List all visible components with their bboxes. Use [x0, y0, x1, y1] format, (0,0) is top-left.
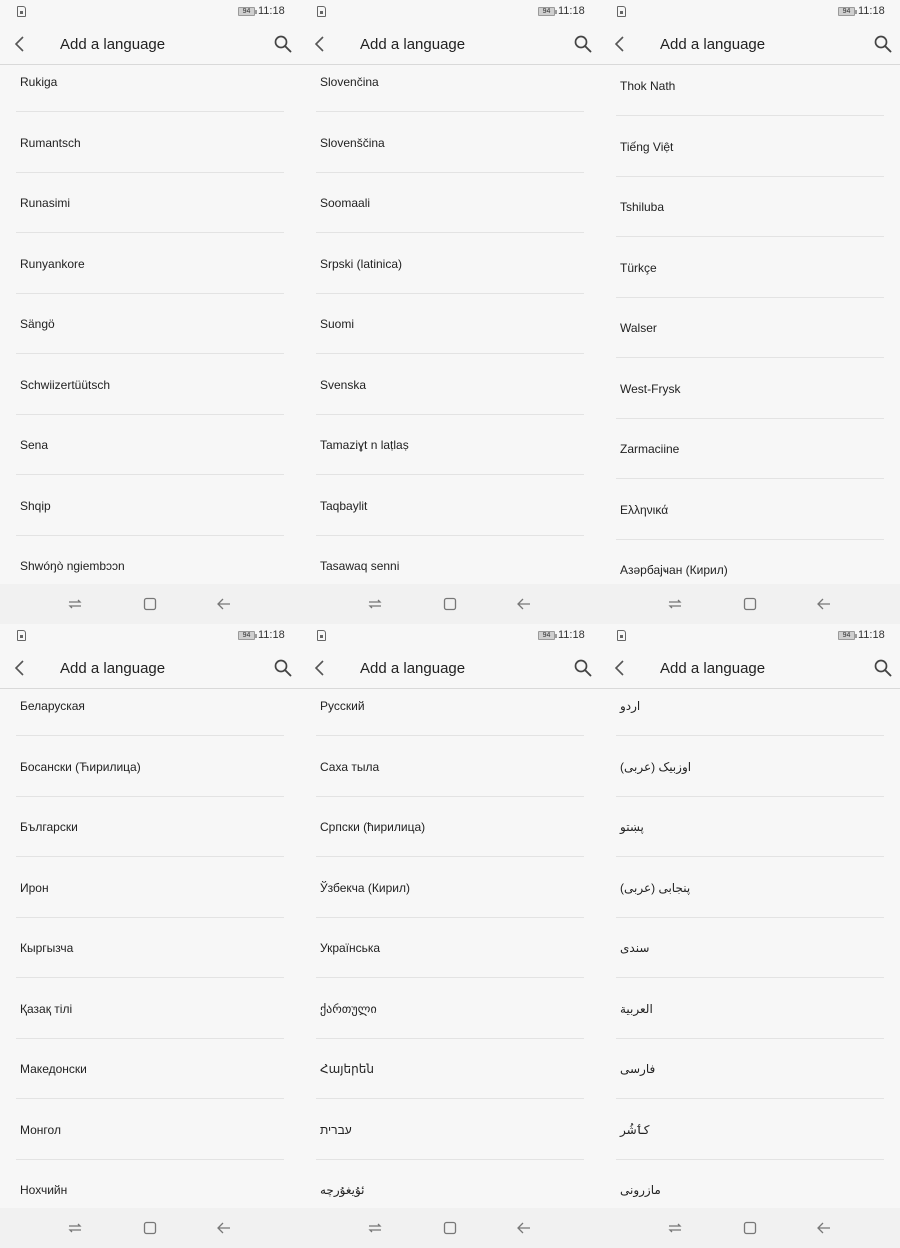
language-list-item[interactable]: [600, 993, 900, 1053]
home-square-icon[interactable]: [142, 1220, 158, 1236]
language-list-item[interactable]: [600, 252, 900, 312]
language-name: پنجابی (عربی): [620, 880, 691, 895]
language-list-item[interactable]: [300, 872, 600, 932]
app-bar: [0, 648, 300, 689]
language-list-item[interactable]: [600, 1053, 900, 1113]
list-divider: [316, 917, 584, 918]
language-list-item[interactable]: [600, 312, 900, 372]
list-divider: [16, 293, 284, 294]
list-divider: [616, 977, 884, 978]
arrow-left-icon[interactable]: [216, 1220, 232, 1236]
chevron-left-icon: [8, 656, 32, 680]
language-name: ئۇيغۇرچە: [320, 1183, 365, 1197]
navigation-bar: [600, 1208, 900, 1248]
search-button[interactable]: [272, 33, 294, 55]
language-list-item[interactable]: [0, 751, 300, 811]
language-list-item[interactable]: [0, 811, 300, 871]
list-divider: [16, 474, 284, 475]
list-divider: [316, 232, 584, 233]
language-list-item[interactable]: [600, 811, 900, 871]
app-bar: [600, 648, 900, 689]
page-title: Add a language: [360, 660, 466, 677]
language-list: [300, 690, 600, 1208]
list-divider: [316, 474, 584, 475]
battery-icon: 94: [838, 7, 855, 16]
language-name: Монгол: [20, 1122, 61, 1137]
navigation-bar: [300, 584, 600, 624]
language-name: Հայերեն: [320, 1062, 374, 1076]
battery-icon: 94: [538, 7, 555, 16]
app-bar: [300, 648, 600, 689]
back-button[interactable]: [308, 32, 332, 56]
navigation-bar: [300, 1208, 600, 1248]
search-button[interactable]: [272, 657, 294, 679]
language-name: West-Frysk: [620, 381, 681, 396]
recent-apps-icon[interactable]: [367, 596, 383, 612]
list-divider: [16, 977, 284, 978]
phone-screen: [0, 0, 300, 624]
list-divider: [316, 735, 584, 736]
arrow-left-icon[interactable]: [516, 596, 532, 612]
language-name: Svenska: [320, 377, 367, 392]
language-list-item[interactable]: [300, 751, 600, 811]
language-list-item[interactable]: [600, 1114, 900, 1174]
sim-card-icon: [617, 6, 626, 17]
chevron-left-icon: [608, 656, 632, 680]
app-bar: [300, 24, 600, 65]
list-divider: [616, 176, 884, 177]
list-divider: [16, 232, 284, 233]
language-name: سندی: [620, 941, 650, 955]
language-name: کٲشُر: [620, 1122, 650, 1137]
language-list-item[interactable]: [300, 308, 600, 368]
list-divider: [616, 418, 884, 419]
language-list-item[interactable]: [300, 248, 600, 308]
language-list-item[interactable]: [300, 932, 600, 992]
language-name: Босански (Ћирилица): [20, 759, 141, 774]
language-name: Қазақ тілі: [20, 1001, 73, 1016]
status-time: 11:18: [258, 629, 285, 641]
page-title: Add a language: [660, 36, 766, 53]
sim-card-icon: [17, 6, 26, 17]
language-list-item[interactable]: [0, 690, 300, 750]
status-bar: [600, 0, 900, 24]
navigation-bar: [600, 584, 900, 624]
list-divider: [16, 796, 284, 797]
recent-apps-icon[interactable]: [667, 1220, 683, 1236]
language-name: Rumantsch: [20, 135, 81, 150]
list-divider: [616, 1038, 884, 1039]
status-bar: [300, 0, 600, 24]
language-name: مازرونی: [620, 1183, 661, 1197]
language-name: Азәрбајҹан (Кирил): [620, 563, 728, 577]
language-list-item[interactable]: [600, 191, 900, 251]
language-list-item[interactable]: [0, 369, 300, 429]
language-list-item[interactable]: [600, 373, 900, 433]
search-button[interactable]: [872, 657, 894, 679]
list-divider: [616, 297, 884, 298]
list-divider: [16, 1159, 284, 1160]
home-square-icon[interactable]: [442, 1220, 458, 1236]
language-name: Български: [20, 820, 78, 834]
language-list-item[interactable]: [0, 932, 300, 992]
chevron-left-icon: [8, 32, 32, 56]
arrow-left-icon[interactable]: [216, 596, 232, 612]
page-title: Add a language: [60, 36, 166, 53]
language-name: Нохчийн: [20, 1183, 68, 1197]
search-button[interactable]: [572, 657, 594, 679]
language-list-item[interactable]: [600, 932, 900, 992]
language-name: Tasawaq senni: [320, 559, 400, 573]
language-list-item[interactable]: [300, 429, 600, 489]
list-divider: [616, 357, 884, 358]
language-list-item[interactable]: [300, 1174, 600, 1208]
page-title: Add a language: [60, 660, 166, 677]
language-list-item[interactable]: [300, 187, 600, 247]
app-bar: [600, 24, 900, 65]
list-divider: [316, 172, 584, 173]
search-icon: [272, 657, 294, 679]
language-list: [600, 690, 900, 1208]
language-name: Ўзбекча (Кирил): [320, 880, 410, 895]
language-list-item[interactable]: [0, 187, 300, 247]
list-divider: [316, 1098, 584, 1099]
status-time: 11:18: [858, 5, 885, 17]
language-list-item[interactable]: [0, 66, 300, 126]
sim-card-icon: [17, 630, 26, 641]
list-divider: [316, 293, 584, 294]
battery-icon: 94: [238, 631, 255, 640]
language-name: Suomi: [320, 317, 355, 331]
language-list-item[interactable]: [600, 554, 900, 584]
sim-card-icon: [317, 630, 326, 641]
language-name: Walser: [620, 321, 657, 335]
language-name: اوزبیک (عربی): [620, 759, 692, 774]
list-divider: [616, 115, 884, 116]
search-icon: [872, 33, 894, 55]
search-icon: [572, 33, 594, 55]
language-list-item[interactable]: [0, 1174, 300, 1208]
phone-screen: [0, 624, 300, 1248]
recent-apps-icon[interactable]: [67, 596, 83, 612]
battery-icon: 94: [538, 631, 555, 640]
language-name: Sängö: [20, 317, 55, 331]
list-divider: [616, 917, 884, 918]
language-list-item[interactable]: [0, 550, 300, 584]
battery-icon: 94: [838, 631, 855, 640]
language-name: Schwiizertüütsch: [20, 377, 111, 392]
language-list-item[interactable]: [0, 1114, 300, 1174]
language-name: ქართული: [320, 1001, 377, 1016]
language-list-item[interactable]: [300, 811, 600, 871]
language-list: [600, 66, 900, 584]
language-name: Tamaziɣt n laṭlaṣ: [320, 438, 409, 452]
chevron-left-icon: [308, 656, 332, 680]
arrow-left-icon[interactable]: [816, 1220, 832, 1236]
sim-card-icon: [317, 6, 326, 17]
status-bar: [0, 624, 300, 648]
language-name: اردو: [620, 699, 641, 713]
home-square-icon[interactable]: [742, 596, 758, 612]
list-divider: [316, 1159, 584, 1160]
language-name: Srpski (latinica): [320, 256, 403, 271]
list-divider: [16, 1098, 284, 1099]
language-name: Македонски: [20, 1062, 87, 1076]
language-list-item[interactable]: [600, 494, 900, 554]
phone-screen: [300, 624, 600, 1248]
list-divider: [16, 111, 284, 112]
status-bar: [300, 624, 600, 648]
recent-apps-icon[interactable]: [367, 1220, 383, 1236]
list-divider: [616, 856, 884, 857]
language-list-item[interactable]: [300, 490, 600, 550]
language-list: [0, 66, 300, 584]
list-divider: [16, 735, 284, 736]
language-list-item[interactable]: [600, 433, 900, 493]
language-list-item[interactable]: [300, 369, 600, 429]
battery-icon: 94: [238, 7, 255, 16]
language-list-item[interactable]: [0, 127, 300, 187]
navigation-bar: [0, 584, 300, 624]
phone-screen: [600, 624, 900, 1248]
language-name: Shqip: [20, 498, 51, 513]
status-time: 11:18: [558, 629, 585, 641]
chevron-left-icon: [308, 32, 332, 56]
back-button[interactable]: [308, 656, 332, 680]
arrow-left-icon[interactable]: [816, 596, 832, 612]
list-divider: [616, 539, 884, 540]
list-divider: [316, 796, 584, 797]
language-list-item[interactable]: [600, 1174, 900, 1208]
list-divider: [16, 1038, 284, 1039]
list-divider: [616, 1159, 884, 1160]
search-button[interactable]: [572, 33, 594, 55]
language-name: Taqbaylit: [320, 498, 368, 513]
back-button[interactable]: [608, 32, 632, 56]
list-divider: [16, 414, 284, 415]
language-name: Ελληνικά: [620, 502, 669, 517]
back-button[interactable]: [8, 656, 32, 680]
language-name: Türkçe: [620, 260, 657, 275]
language-list-item[interactable]: [300, 993, 600, 1053]
app-bar: [0, 24, 300, 65]
list-divider: [316, 977, 584, 978]
language-name: پښتو: [620, 820, 644, 834]
list-divider: [16, 917, 284, 918]
language-name: Slovenščina: [320, 135, 385, 150]
status-bar: [600, 624, 900, 648]
page-title: Add a language: [360, 36, 466, 53]
language-name: Thok Nath: [620, 79, 676, 93]
status-time: 11:18: [258, 5, 285, 17]
language-name: Zarmaciine: [620, 442, 680, 456]
language-list-item[interactable]: [300, 690, 600, 750]
status-bar: [0, 0, 300, 24]
recent-apps-icon[interactable]: [67, 1220, 83, 1236]
search-icon: [872, 657, 894, 679]
language-list-item[interactable]: [600, 131, 900, 191]
search-icon: [572, 657, 594, 679]
phone-screen: [600, 0, 900, 624]
language-list-item[interactable]: [0, 490, 300, 550]
language-list-item[interactable]: [600, 872, 900, 932]
language-list-item[interactable]: [600, 690, 900, 750]
language-name: Саха тыла: [320, 759, 380, 774]
language-name: فارسی: [620, 1062, 656, 1076]
language-list-item[interactable]: [600, 751, 900, 811]
language-list-item[interactable]: [0, 429, 300, 489]
chevron-left-icon: [608, 32, 632, 56]
language-list-item[interactable]: [300, 1053, 600, 1113]
list-divider: [16, 172, 284, 173]
language-name: Rukiga: [20, 75, 58, 89]
search-button[interactable]: [872, 33, 894, 55]
language-list-item[interactable]: [0, 1053, 300, 1113]
language-list-item[interactable]: [600, 70, 900, 130]
recent-apps-icon[interactable]: [667, 596, 683, 612]
list-divider: [316, 111, 584, 112]
language-list-item[interactable]: [0, 308, 300, 368]
navigation-bar: [0, 1208, 300, 1248]
language-list-item[interactable]: [300, 66, 600, 126]
list-divider: [616, 1098, 884, 1099]
list-divider: [16, 353, 284, 354]
list-divider: [616, 236, 884, 237]
language-list: [0, 690, 300, 1208]
language-name: Ирон: [20, 880, 49, 895]
language-name: Slovenčina: [320, 75, 379, 89]
back-button[interactable]: [8, 32, 32, 56]
language-list-item[interactable]: [0, 248, 300, 308]
list-divider: [316, 856, 584, 857]
language-name: Shwóŋò ngiembɔɔn: [20, 559, 125, 573]
language-list-item[interactable]: [300, 1114, 600, 1174]
language-name: العربية: [620, 1001, 653, 1016]
language-name: Soomaali: [320, 196, 371, 210]
phone-screen: [300, 0, 600, 624]
language-list-item[interactable]: [0, 872, 300, 932]
list-divider: [616, 796, 884, 797]
list-divider: [316, 353, 584, 354]
list-divider: [616, 478, 884, 479]
language-name: Српски (ћирилица): [320, 820, 426, 834]
language-name: Tiếng Việt: [620, 139, 674, 154]
language-name: Кыргызча: [20, 941, 74, 955]
back-button[interactable]: [608, 656, 632, 680]
search-icon: [272, 33, 294, 55]
language-name: Українська: [320, 941, 381, 955]
list-divider: [16, 856, 284, 857]
language-name: Runasimi: [20, 196, 71, 210]
language-list-item[interactable]: [0, 993, 300, 1053]
sim-card-icon: [617, 630, 626, 641]
language-list-item[interactable]: [300, 550, 600, 584]
list-divider: [316, 414, 584, 415]
language-list-item[interactable]: [300, 127, 600, 187]
home-square-icon[interactable]: [742, 1220, 758, 1236]
language-name: Sena: [20, 438, 49, 452]
list-divider: [316, 1038, 584, 1039]
status-time: 11:18: [558, 5, 585, 17]
status-time: 11:18: [858, 629, 885, 641]
list-divider: [16, 535, 284, 536]
home-square-icon[interactable]: [142, 596, 158, 612]
arrow-left-icon[interactable]: [516, 1220, 532, 1236]
list-divider: [616, 735, 884, 736]
language-name: עברית: [320, 1122, 352, 1137]
language-list: [300, 66, 600, 584]
list-divider: [316, 535, 584, 536]
home-square-icon[interactable]: [442, 596, 458, 612]
language-name: Русский: [320, 699, 365, 713]
page-title: Add a language: [660, 660, 766, 677]
language-name: Tshiluba: [620, 200, 665, 214]
language-name: Беларуская: [20, 699, 85, 713]
language-name: Runyankore: [20, 256, 85, 271]
